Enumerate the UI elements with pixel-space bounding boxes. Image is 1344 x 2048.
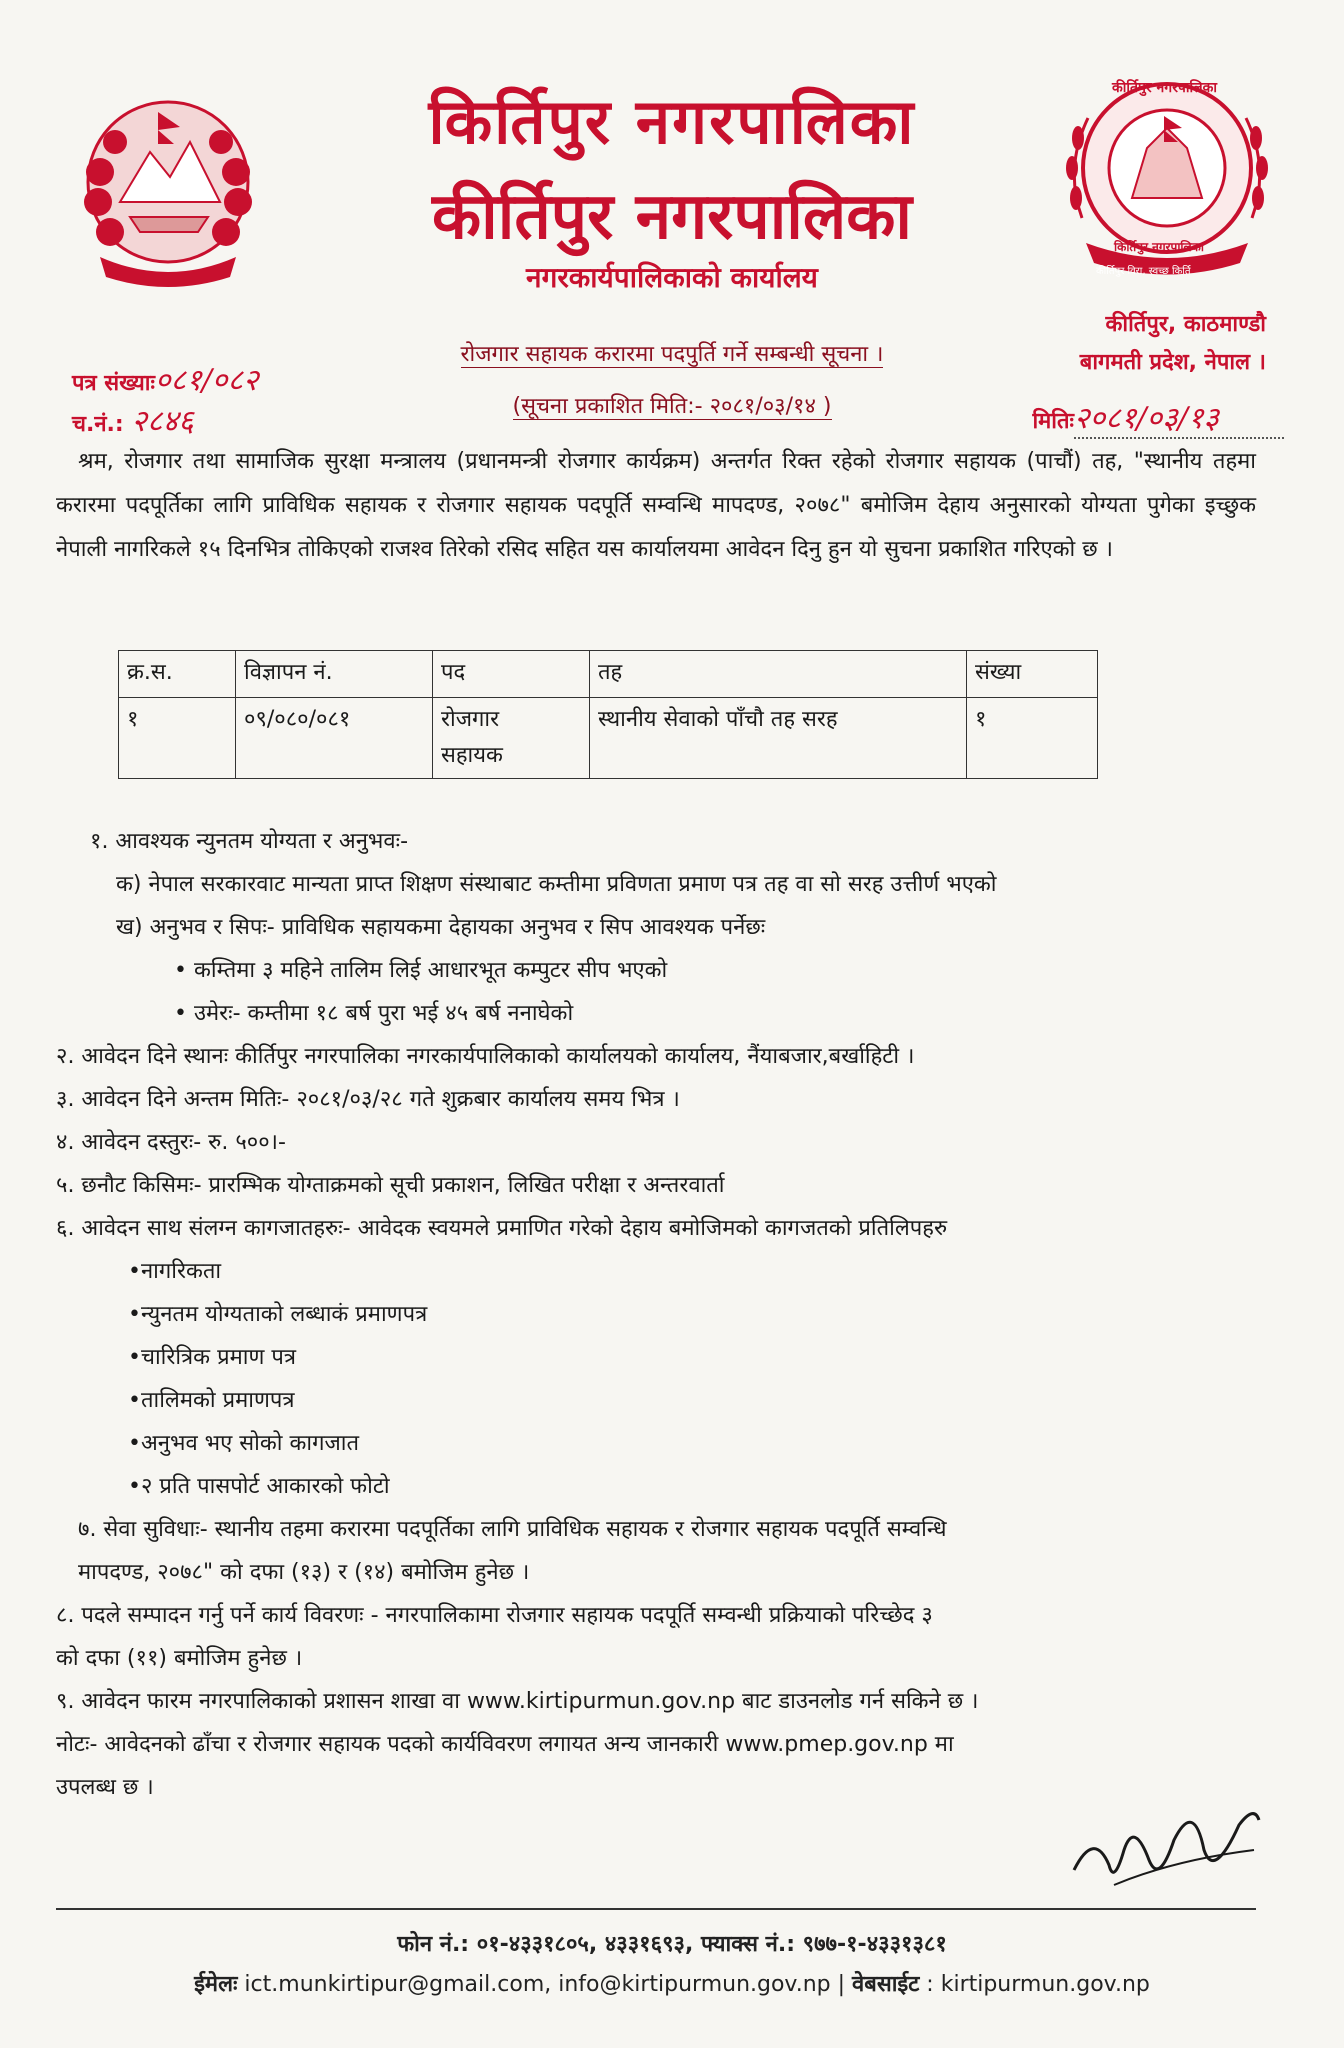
col-level: तह — [590, 651, 967, 698]
seal-ring-text: कीर्तिपुर नगरपालिका — [1112, 80, 1217, 96]
table-header-row — [119, 651, 1098, 698]
letter-date: मितिः२०८१/०३/१३ — [1032, 396, 1284, 439]
table-row — [119, 698, 1098, 779]
col-post: पद — [433, 651, 590, 698]
doc-item: •नागरिकता — [128, 1259, 222, 1284]
header-office: नगरकार्यपालिकाको कार्यालय — [526, 261, 818, 294]
header-title-2: कीर्तिपुर नगरपालिका — [432, 180, 912, 254]
footer-phone: फोन नं.: ०१-४३३१८०५, ४३३१६९३, फ्याक्स नं.: ९७७-१-४३३१३८१ — [397, 1932, 947, 1957]
col-adno: विज्ञापन नं. — [236, 651, 433, 698]
address-line-2: बागमती प्रदेश, नेपाल । — [1079, 350, 1266, 375]
item-6: ६. आवेदन साथ संलग्न कागजातहरुः- आवेदक स्वयमले प्रमाणित गरेको देहाय बमोजिमको कागजतको प्रतिलिपहरु — [56, 1216, 948, 1241]
item-8: ८. पदले सम्पादन गर्नु पर्ने कार्य विवरणः - नगरपालिकामा रोजगार सहायक पदपूर्ति सम्वन्धी प्रक्रियाको परिच्छेद ३ — [56, 1603, 933, 1628]
item-4: ४. आवेदन दस्तुरः- रु. ५००।- — [56, 1130, 286, 1155]
col-sn: क्र.स. — [119, 651, 236, 698]
header-title-1: किर्तिपुर नगरपालिका — [428, 85, 916, 158]
item-5: ५. छनौट किसिमः- प्रारम्भिक योग्ताक्रमको सूची प्रकाशन, लिखित परीक्षा र अन्तरवार्ता — [56, 1173, 725, 1198]
item-qualification-a: क) नेपाल सरकारवाट मान्यता प्राप्त शिक्षण संस्थाबाट कम्तीमा प्रविणता प्रमाण पत्र तह वा सो सरह उत्तीर्ण भएको — [116, 872, 997, 897]
published-date: (सूचना प्रकाशित मिति:- २०८१/०३/१४ ) — [512, 394, 832, 419]
notice-items — [56, 820, 1286, 1809]
item-qualification: १. आवश्यक न्युनतम योग्यता र अनुभवः- — [90, 829, 409, 854]
dispatch-number: च.नं.: २८४६ — [72, 404, 194, 439]
cell-sn: १ — [119, 698, 236, 779]
reference-block — [72, 362, 259, 444]
note: नोटः- आवेदनको ढाँचा र रोजगार सहायक पदको कार्यविवरण लगायत अन्य जानकारी www.pmep.gov.np मा — [56, 1732, 954, 1757]
item-qualification-b2: • उमेरः- कम्तीमा १८ बर्ष पुरा भई ४५ बर्ष ननाघेको — [174, 1001, 574, 1026]
letter-number: पत्र संख्याः०८१/०८२ — [72, 363, 259, 398]
signature — [1054, 1790, 1274, 1904]
item-8-cont: को दफा (११) बमोजिम हुनेछ । — [56, 1646, 303, 1671]
item-3: ३. आवेदन दिने अन्तम मितिः- २०८१/०३/२८ गते शुक्रबार कार्यालय समय भित्र । — [56, 1087, 680, 1112]
doc-item: •अनुभव भए सोको कागजात — [128, 1431, 360, 1456]
intro-paragraph: श्रम, रोजगार तथा सामाजिक सुरक्षा मन्त्रालय (प्रधानमन्त्री रोजगार कार्यक्रम) अन्तर्गत रिक्त रहेको रोजगार सहायक (पाचौं) तह, "स्थानीय तहमा करारमा पदपूर्तिका लागि प्राविधिक सहायक र रोजगार सहायक पदपूर्ति सम्वन्धि मापदण्ड, २०७८" बमोजिम देहाय अनुसारको योग्यता पुगेका इच्छुक नेपाली नागरिकले १५ दिनभित्र तोकिएको राजश्व तिरेको रसिद सहित यस कार्यालयमा आवेदन दिनु हुन यो सुचना प्रकाशित गरिएको छ । — [56, 449, 1256, 562]
address-line-1: कीर्तिपुर, काठमाण्डौ — [1105, 312, 1266, 337]
item-qualification-b: ख) अनुभव र सिपः- प्राविधिक सहायकमा देहायका अनुभव र सिप आवश्यक पर्नेछः — [116, 915, 766, 940]
doc-item: •२ प्रति पासपोर्ट आकारको फोटो — [128, 1474, 390, 1499]
footer-contact: ईमेलः ict.munkirtipur@gmail.com, info@kirtipurmun.gov.np | वेबसाईट : kirtipurmun.gov.np — [194, 1972, 1150, 1997]
item-qualification-b1: • कम्तिमा ३ महिने तालिम लिई आधारभूत कम्पुटर सीप भएको — [174, 958, 668, 983]
cell-level: स्थानीय सेवाको पाँचौ तह सरह — [590, 698, 967, 779]
cell-count: १ — [967, 698, 1098, 779]
footer-divider — [56, 1908, 1256, 1910]
col-count: संख्या — [967, 651, 1098, 698]
seal-ribbon-text: कीर्तिपुर विरा, स्वच्छ किर्ति — [1096, 266, 1191, 277]
item-9: ९. आवेदन फारम नगरपालिकाको प्रशासन शाखा वा www.kirtipurmun.gov.np बाट डाउनलोड गर्न सकिने छ । — [56, 1689, 979, 1714]
note-cont: उपलब्ध छ । — [56, 1775, 154, 1800]
item-7-cont: मापदण्ड, २०७८" को दफा (१३) र (१४) बमोजिम हुनेछ । — [78, 1560, 530, 1585]
seal-bottom-text: किर्तिपुर नगरपालिका — [1114, 240, 1204, 254]
doc-item: •चारित्रिक प्रमाण पत्र — [128, 1345, 296, 1370]
doc-item: •न्युनतम योग्यताको लब्धाकं प्रमाणपत्र — [128, 1302, 428, 1327]
cell-post: रोजगार सहायक — [433, 698, 590, 779]
vacancy-table — [118, 650, 1098, 779]
item-2: २. आवेदन दिने स्थानः कीर्तिपुर नगरपालिका नगरकार्यपालिकाको कार्यालयको कार्यालय, नैंयाबजार,बर्खाहिटी । — [56, 1044, 915, 1069]
doc-item: •तालिमको प्रमाणपत्र — [128, 1388, 295, 1413]
notice-subject: रोजगार सहायक करारमा पदपुर्ति गर्ने सम्बन्धी सूचना । — [460, 342, 884, 367]
cell-adno: ०९/०८०/०८१ — [236, 698, 433, 779]
item-7: ७. सेवा सुविधाः- स्थानीय तहमा करारमा पदपूर्तिका लागि प्राविधिक सहायक र रोजगार सहायक पदपूर्ति सम्वन्धि — [78, 1517, 947, 1542]
